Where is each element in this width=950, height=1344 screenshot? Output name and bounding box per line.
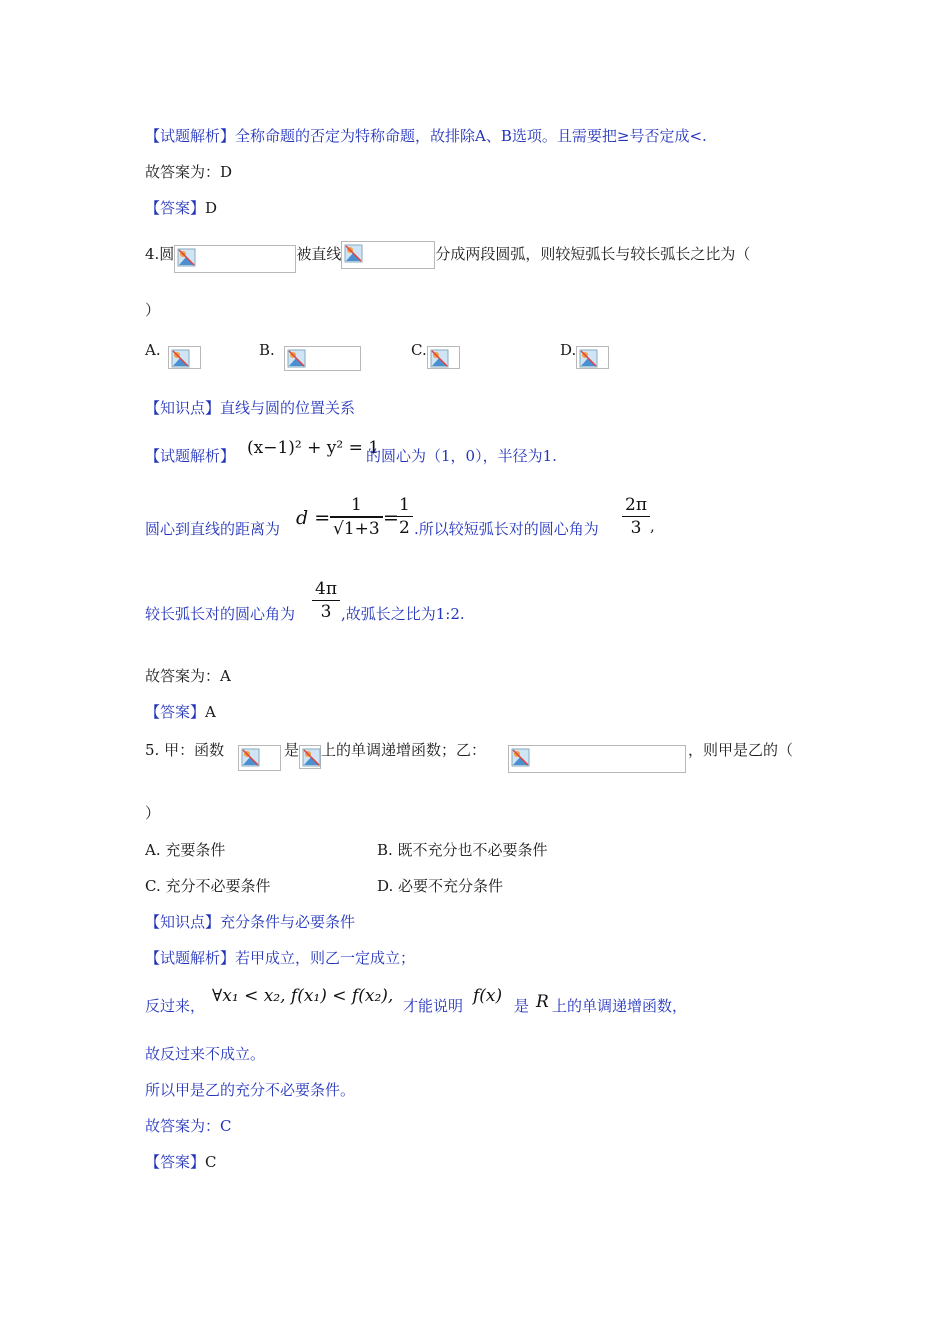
domain-image: [299, 745, 321, 769]
q5-answer: [145, 1152, 217, 1172]
answer-line-text: 故答案为：A: [145, 667, 231, 685]
q3-answer: [145, 198, 217, 218]
answer-tag: 【答案】: [145, 703, 206, 721]
broken-image-icon: [177, 248, 197, 268]
frac-num: 4π: [312, 578, 340, 601]
q5-stem-b: 是: [284, 741, 300, 759]
answer-value: A: [205, 703, 216, 721]
fraction-1-over-sqrt: [330, 494, 383, 540]
q5-option-c: C. 充分不必要条件: [145, 877, 271, 895]
frac-num: 1: [396, 494, 413, 517]
fraction-4pi-3: [312, 578, 340, 623]
option-label: A.: [145, 341, 161, 359]
broken-image-icon: [430, 349, 450, 369]
condition-image: [508, 745, 686, 773]
answer-tag: 【答案】: [145, 1153, 206, 1171]
q4-stem: [145, 237, 750, 273]
option-label: B.: [259, 341, 275, 359]
q4-stem-close: [145, 300, 160, 320]
kp-tag: 【知识点】: [145, 913, 221, 931]
frac-den: 2: [399, 518, 410, 538]
broken-image-icon: [579, 349, 599, 369]
q5-option-b: B. 既不充分也不必要条件: [377, 841, 548, 859]
is-word: 是: [514, 997, 530, 1015]
kp-tag: 【知识点】: [145, 399, 221, 417]
broken-image-icon: [171, 349, 191, 369]
q4-stem-part-b: 被直线: [296, 245, 342, 263]
q4-stem-part-a: 4.圆: [145, 245, 175, 263]
q4-knowledge-point: [145, 398, 355, 418]
R-math: R: [536, 992, 549, 1012]
q5-knowledge-point: [145, 912, 355, 932]
q3-analysis-line: [145, 126, 707, 146]
fraction-half: [396, 494, 413, 539]
long-prefix: 较长弧长对的圆心角为: [145, 605, 296, 623]
frac-den: √1+3: [330, 517, 383, 540]
option-c-image: [427, 346, 460, 369]
converse-math: ∀x₁ < x₂, f(x₁) < f(x₂),: [212, 986, 394, 1006]
answer-value: D: [205, 199, 218, 217]
close-paren: ）: [145, 301, 161, 319]
q5-analysis-line1: [145, 948, 415, 968]
analysis-text1: 若甲成立，则乙一定成立；: [235, 949, 416, 967]
kp-text: 直线与圆的位置关系: [220, 399, 356, 417]
line-not: 故反过来不成立。: [145, 1045, 266, 1063]
q5-stem-d: ，则甲是乙的（: [688, 741, 794, 759]
answer-value: C: [205, 1153, 217, 1171]
q4-option-a: [145, 340, 161, 360]
analysis-tag: 【试题解析】: [145, 949, 236, 967]
broken-image-icon: [241, 748, 261, 768]
line-equation-image: [341, 241, 435, 269]
circle-equation: (x−1)² + y² = 1: [247, 438, 380, 458]
broken-image-icon: [287, 349, 307, 369]
analysis-tag: 【试题解析】: [145, 127, 236, 145]
converse-suffix: 上的单调递增函数，: [552, 997, 688, 1015]
comma: ,: [650, 517, 655, 535]
option-label: C.: [411, 341, 427, 359]
answer-tag: 【答案】: [145, 199, 206, 217]
q4-option-d: [560, 340, 576, 360]
line-conclusion: 所以甲是乙的充分不必要条件。: [145, 1081, 356, 1099]
q5-option-d: D. 必要不充分条件: [377, 877, 504, 895]
function-image: [238, 745, 281, 771]
fraction-2pi-3: [622, 494, 650, 539]
q5-stem-c: 上的单调递增函数；乙：: [321, 741, 487, 759]
analysis-tag: 【试题解析】: [145, 447, 236, 465]
option-label: D.: [560, 341, 577, 359]
frac-den: 3: [320, 602, 332, 622]
broken-image-icon: [511, 748, 531, 768]
analysis-text: 全称命题的否定为特称命题，故排除A、B选项。且需要把≥号否定成<.: [235, 127, 707, 145]
frac-num: 1: [330, 494, 383, 517]
dist-prefix: 圆心到直线的距离为: [145, 520, 281, 538]
q4-answer: [145, 702, 216, 722]
dist-equals: =: [383, 507, 399, 529]
frac-den: 3: [630, 518, 642, 538]
option-a-image: [168, 346, 201, 369]
q4-option-c: [411, 340, 427, 360]
q3-answer-line: [145, 162, 232, 182]
q5-stem-a: 5. 甲：函数: [145, 741, 225, 759]
broken-image-icon: [302, 748, 322, 768]
dist-lhs: d =: [296, 507, 331, 529]
long-suffix: ,故弧长之比为1:2.: [341, 605, 465, 623]
q4-answer-line: [145, 666, 231, 686]
q4-stem-part-c: 分成两段圆弧，则较短弧长与较长弧长之比为（: [435, 245, 751, 263]
analysis-text1: 的圆心为（1，0），半径为1.: [366, 447, 557, 465]
q4-analysis-line1: [145, 446, 235, 466]
q5-stem-close: ）: [145, 804, 161, 822]
circle-equation-image: [174, 245, 296, 273]
q5-option-a: A. 充要条件: [145, 841, 226, 859]
answer-line-text: 故答案为：D: [145, 163, 233, 181]
converse-mid: 才能说明: [403, 997, 464, 1015]
q4-option-b: [259, 340, 275, 360]
dist-suffix: .所以较短弧长对的圆心角为: [414, 520, 599, 538]
q5-answer-line: 故答案为：C: [145, 1117, 232, 1135]
fx-math: f(x): [473, 986, 503, 1006]
frac-num: 2π: [622, 494, 650, 517]
broken-image-icon: [344, 244, 364, 264]
converse-prefix: 反过来，: [145, 997, 206, 1015]
option-d-image: [576, 346, 609, 369]
option-b-image: [284, 346, 361, 371]
kp-text: 充分条件与必要条件: [220, 913, 356, 931]
